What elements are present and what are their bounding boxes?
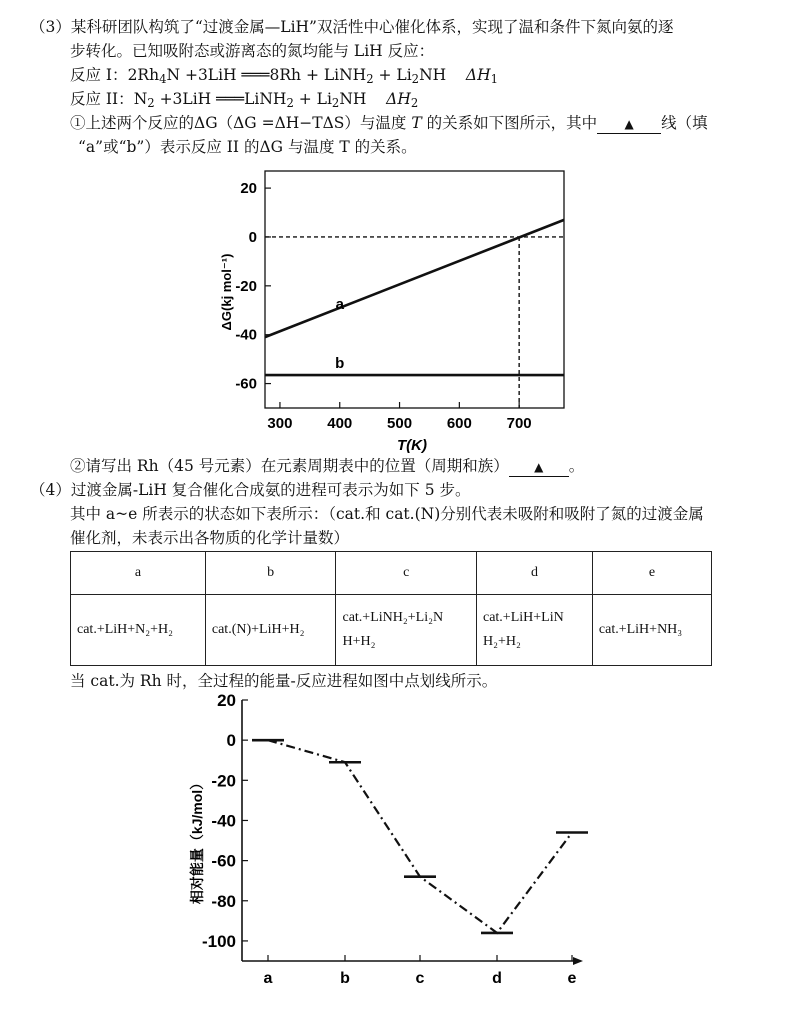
q4-caption: 当 cat.为 Rh 时，全过程的能量-反应进程如图中点划线所示。 <box>70 672 498 690</box>
x-tick-label: 500 <box>387 415 413 432</box>
x-tick-label: c <box>415 970 425 987</box>
table-cell: cat.+LiH+LiN H₂+H₂ <box>476 595 592 666</box>
q4-line2: 其中 a~e 所表示的状态如下表所示：（cat.和 cat.(N)分别代表未吸附和吸附了氮的过渡金属 <box>70 505 704 523</box>
q3-line1: （3）某科研团队构筑了“过渡金属—LiH”双活性中心催化体系，实现了温和条件下氮向氨的逐 <box>30 18 674 36</box>
state-table <box>70 551 712 666</box>
y-tick-label: -80 <box>211 891 236 911</box>
table-header-cell: d <box>476 552 592 595</box>
series-label-b: b <box>335 355 345 373</box>
energy-profile-chart <box>180 690 600 1010</box>
y-tick-label: 20 <box>240 180 257 198</box>
energy-profile-line <box>268 740 572 933</box>
q3-line2: 步转化。已知吸附态或游离态的氮均能与 LiH 反应： <box>70 42 435 60</box>
y-tick-label: -60 <box>235 375 257 393</box>
table-header-cell: b <box>205 552 336 595</box>
q3-sub2: ②请写出 Rh（45 号元素）在元素周期表中的位置（周期和族） ▲ 。 <box>70 457 585 475</box>
x-tick-label: e <box>567 970 577 987</box>
delta-g-temperature-chart <box>205 160 585 460</box>
x-tick-label: 400 <box>327 415 353 432</box>
answer-blank-1[interactable]: ▲ <box>597 114 661 134</box>
series-label-a: a <box>335 296 344 314</box>
answer-blank-2[interactable]: ▲ <box>509 457 569 477</box>
y-tick-label: -20 <box>235 277 257 295</box>
reaction-1: 反应 I：$2Rh_4N +3LiH$ ═══8Rh + LiNH$_2$ + $Li_2NH$ $\Delta H_1$ <box>70 66 498 86</box>
x-axis-arrow <box>573 957 583 965</box>
table-cell: cat.(N)+LiH+H₂ <box>205 595 336 666</box>
y-tick-label: -20 <box>211 771 236 791</box>
x-axis-label: T(K) <box>397 437 427 454</box>
y-axis-label: ΔG(kj mol⁻¹) <box>219 253 234 331</box>
x-tick-label: b <box>340 970 350 987</box>
table-header-row <box>71 552 712 595</box>
x-tick-label: 600 <box>446 415 472 432</box>
q3-sub1-line2: “a”或“b”）表示反应 II 的ΔG 与温度 T 的关系。 <box>78 138 417 156</box>
x-tick-label: a <box>263 970 273 987</box>
x-tick-label: 300 <box>267 415 293 432</box>
q3-sub1-line1: ①上述两个反应的ΔG（ΔG =ΔH−TΔS）与温度 T 的关系如下图所示，其中 ▲ 线（填 <box>70 114 708 132</box>
y-tick-label: 20 <box>217 691 236 710</box>
x-tick-label: 700 <box>506 415 532 432</box>
table-cell: cat.+LiH+N₂+H₂ <box>71 595 206 666</box>
y-tick-label: -100 <box>201 931 236 951</box>
y-tick-label: -40 <box>235 326 257 344</box>
y-tick-label: 0 <box>226 731 236 751</box>
y-tick-label: -60 <box>211 851 236 871</box>
reaction-2: 反应 II：$N_2 +3LiH$ ═══LiNH$_2$ + $Li_2NH$ $\Delta H_2$ <box>70 90 419 110</box>
q4-line1: （4）过渡金属-LiH 复合催化合成氨的进程可表示为如下 5 步。 <box>30 481 471 499</box>
y-axis-label: 相对能量（kJ/mol） <box>189 775 205 905</box>
table-cell: cat.+LiH+NH₃ <box>592 595 711 666</box>
x-tick-label: d <box>492 970 502 987</box>
table-header-cell: a <box>71 552 206 595</box>
table-header-cell: e <box>592 552 711 595</box>
table-header-cell: c <box>336 552 477 595</box>
table-cell: cat.+LiNH₂+Li₂N H+H₂ <box>336 595 477 666</box>
table-row <box>71 595 712 666</box>
y-tick-label: -40 <box>211 811 236 831</box>
y-tick-label: 0 <box>248 228 257 246</box>
q4-line3: 催化剂，未表示出各物质的化学计量数） <box>70 529 350 547</box>
